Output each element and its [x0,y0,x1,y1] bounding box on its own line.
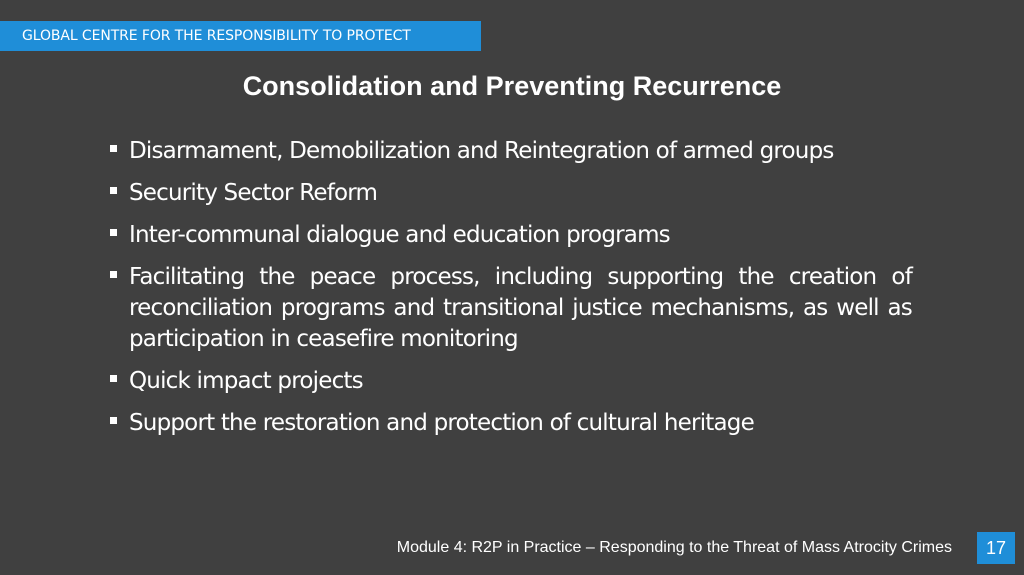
footer-module-text: Module 4: R2P in Practice – Responding to the Threat of Mass Atrocity Crimes [396,539,952,556]
bullet-item [110,366,912,397]
bullet-item [110,220,912,251]
square-bullet-icon [110,262,129,278]
bullet-text: Disarmament, Demobilization and Reintegration of armed groups [129,138,834,164]
bullet-text: Facilitating the peace process, including supporting the creation of reconciliation programs and transitional justice mechanisms, as well as participation in ceasefire monitoring [129,264,912,352]
bullet-text: Quick impact projects [129,368,363,394]
square-bullet-icon [110,366,129,382]
bullet-text: Security Sector Reform [129,180,378,206]
page-number: 17 [985,537,1007,558]
page-number-badge [977,532,1015,564]
bullet-text: Inter-communal dialogue and education programs [129,222,670,248]
square-bullet-icon [110,178,129,194]
bullet-item [110,262,912,355]
bullet-text: Support the restoration and protection of cultural heritage [129,410,754,436]
organization-banner [0,21,481,51]
square-bullet-icon [110,408,129,424]
square-bullet-icon [110,220,129,236]
organization-name: GLOBAL CENTRE FOR THE RESPONSIBILITY TO PROTECT [22,28,411,44]
bullet-list [110,136,912,450]
bullet-item [110,178,912,209]
bullet-item [110,408,912,439]
square-bullet-icon [110,136,129,152]
bullet-item [110,136,912,167]
slide-title: Consolidation and Preventing Recurrence [242,71,782,101]
